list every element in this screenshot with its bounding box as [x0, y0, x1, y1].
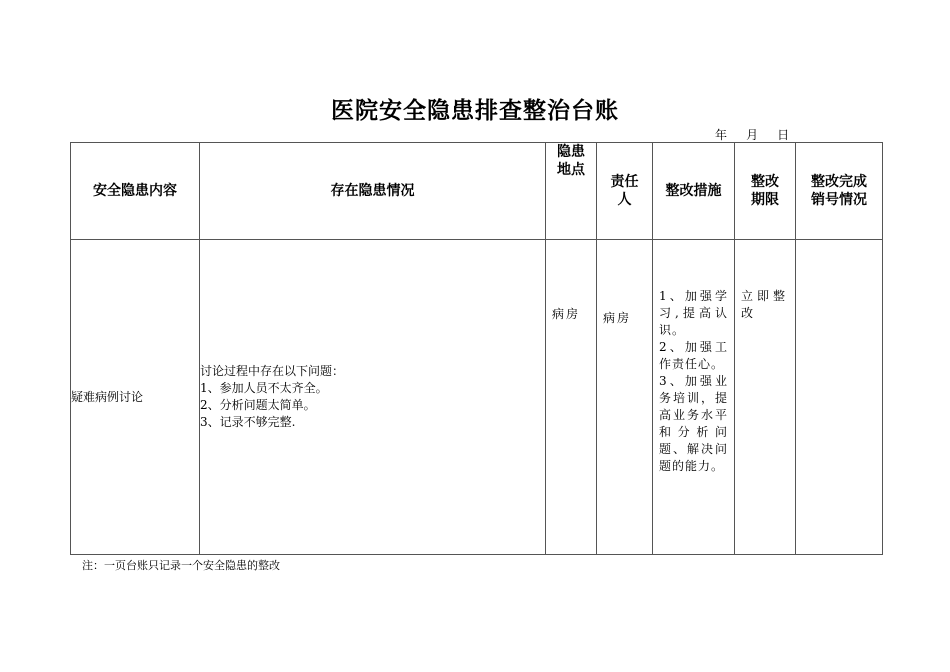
page-title: 医院安全隐患排查整治台账	[331, 97, 619, 124]
header-completion: 整改完成销号情况	[796, 143, 883, 240]
cell-deadline-text: 立即整改	[741, 289, 790, 320]
header-deadline: 整改期限	[735, 143, 796, 240]
cell-location	[546, 240, 597, 555]
header-content: 安全隐患内容	[71, 143, 200, 240]
footnote: 注：一页台账只记录一个安全隐患的整改	[82, 559, 280, 572]
cell-person-text: 病房	[603, 311, 632, 325]
header-person: 责任人	[597, 143, 653, 240]
cell-content: 疑难病例讨论	[71, 240, 200, 555]
header-location: 隐患地点	[546, 143, 597, 240]
table-header-row	[71, 143, 883, 240]
cell-deadline	[735, 240, 796, 555]
cell-person	[597, 240, 653, 555]
table-row	[71, 240, 883, 555]
cell-measures-text: 1、加强学习,提高认识。 2、加强工作责任心。 3、加强业务培训，提高业务水平和分析问题、解决问题的能力。	[659, 289, 728, 473]
cell-measures	[653, 240, 735, 555]
header-situation: 存在隐患情况	[200, 143, 546, 240]
cell-location-text: 病房	[552, 307, 581, 321]
header-measures: 整改措施	[653, 143, 735, 240]
date-line: 年 月 日	[715, 128, 790, 142]
cell-completion	[796, 240, 883, 555]
cell-situation: 讨论过程中存在以下问题： 1、参加人员不太齐全。 2、分析问题太简单。 3、记录不够完整.	[200, 240, 546, 555]
ledger-table	[70, 142, 883, 555]
